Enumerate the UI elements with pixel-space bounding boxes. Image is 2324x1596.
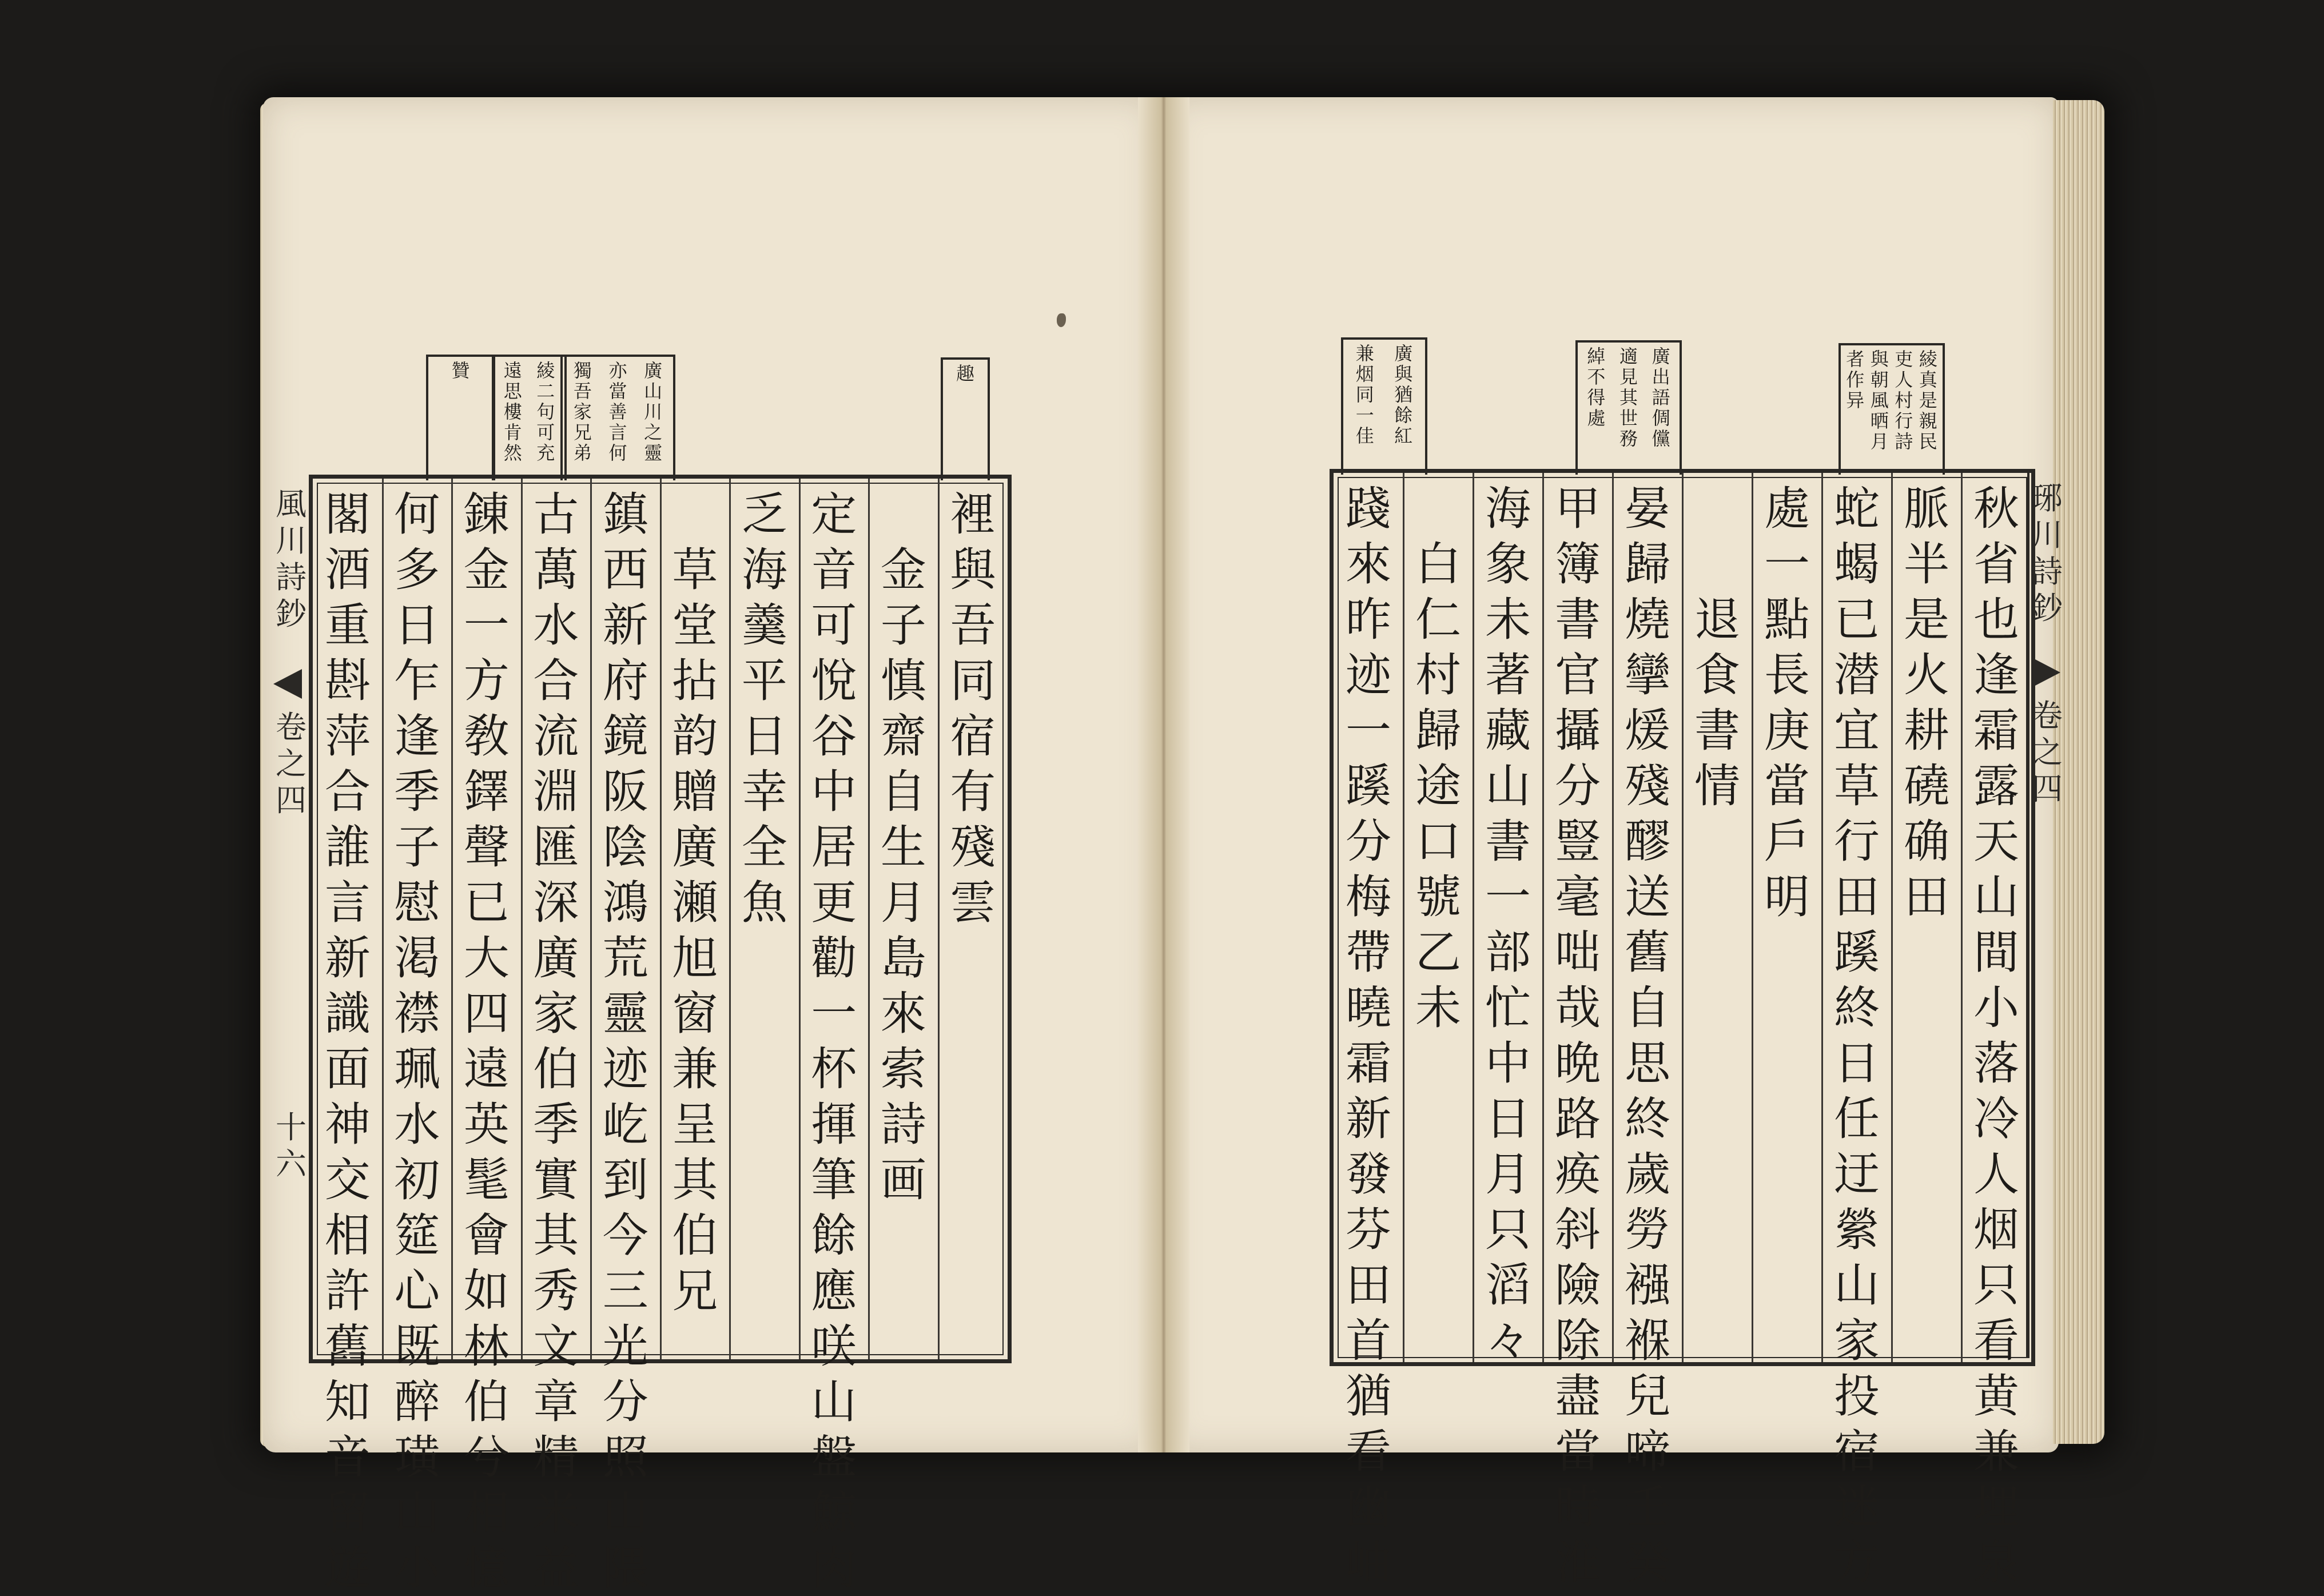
annotation-line: 亦 當 善 言 何 bbox=[608, 360, 627, 464]
text-column: 定 音 可 悅 谷 中 居 更 勸 一 杯 揮 筆 餘 應 咲 山 盤 鯨 肉 bbox=[811, 488, 857, 1595]
column-rule bbox=[590, 479, 592, 1359]
text-column: 蛇 蝎 已 潜 宜 草 行 田 蹊 終 日 任 迂 縈 山 家 投 宿 迷 方 bbox=[1834, 482, 1880, 1589]
text-column: 乏 海 羹 平 日 幸 全 魚 bbox=[741, 488, 787, 929]
annotation-line: 贊 bbox=[451, 360, 470, 381]
column-rule bbox=[1473, 473, 1474, 1362]
annotation-box bbox=[492, 355, 567, 480]
text-column: 甲 簿 書 官 攝 分 豎 毫 咄 哉 晩 路 痪 斜 險 除 盡 當 時 淮 bbox=[1555, 482, 1601, 1589]
column-rule bbox=[799, 479, 801, 1359]
text-column: 海 象 未 著 藏 山 書 一 部 忙 中 日 月 只 滔 々 bbox=[1485, 482, 1531, 1367]
left-text-frame bbox=[309, 475, 1012, 1595]
annotation-line: 者 作 异 bbox=[1846, 348, 1865, 411]
annotation-line: 綽 不 得 處 bbox=[1587, 345, 1606, 429]
annotation-line: 遠 思 樓 肯 然 bbox=[503, 360, 522, 464]
book-gutter bbox=[1138, 97, 1189, 1452]
annotation-line: 適 見 其 世 務 bbox=[1619, 345, 1638, 449]
text-column: 金 子 慎 齋 自 生 月 島 來 索 詩 画 bbox=[880, 543, 926, 1207]
annotation-line: 兼 烟 同 一 佳 bbox=[1355, 343, 1374, 447]
annotation-line: 綾 二 句 可 充 bbox=[536, 360, 555, 464]
column-rule bbox=[1961, 473, 1963, 1362]
column-rule bbox=[1752, 473, 1753, 1362]
annotation-box bbox=[426, 355, 495, 480]
column-rule bbox=[521, 479, 523, 1359]
annotation-line: 廣 與 猶 餘 紅 bbox=[1394, 343, 1413, 447]
folio-volume-left: 卷 之 四 bbox=[276, 709, 307, 818]
column-rule bbox=[1542, 473, 1544, 1362]
annotation-line: 趣 bbox=[956, 363, 974, 384]
text-column: 何 多 日 乍 逢 季 子 慰 渇 襟 珮 水 初 筵 心 既 醉 璜 山 小 bbox=[394, 488, 440, 1595]
column-rule bbox=[660, 479, 662, 1359]
text-column: 古 萬 水 合 流 淵 匯 深 廣 家 伯 季 實 其 秀 文 章 精 米 益 bbox=[533, 488, 579, 1595]
folio-volume-right: 卷 之 四 bbox=[2032, 698, 2063, 807]
annotation-box bbox=[1341, 337, 1427, 475]
left-folio-strip bbox=[273, 475, 311, 1355]
annotation-line: 廣 出 語 倜 儻 bbox=[1652, 345, 1670, 449]
annotation-line: 綾 真 是 親 民 bbox=[1919, 348, 1937, 452]
column-rule bbox=[938, 479, 940, 1359]
column-rule bbox=[382, 479, 384, 1359]
annotation-box bbox=[560, 355, 675, 480]
annotation-box bbox=[941, 357, 990, 480]
column-rule bbox=[451, 479, 453, 1359]
annotation-line: 吏 人 村 行 詩 bbox=[1895, 348, 1913, 452]
text-column: 裡 與 吾 同 宿 有 殘 雲 bbox=[950, 488, 996, 929]
column-rule bbox=[1821, 473, 1823, 1362]
column-rule bbox=[1403, 473, 1404, 1362]
folio-title-right: 琊 川 詩 鈔 bbox=[2032, 480, 2063, 626]
right-text-frame bbox=[1330, 469, 2035, 1589]
annotation-line: 廣 山 川 之 靈 bbox=[644, 360, 663, 464]
annotation-box bbox=[1838, 343, 1945, 475]
folio-title-left: 風 川 詩 鈔 bbox=[276, 486, 307, 632]
annotation-line: 與 朝 風 晒 月 bbox=[1870, 348, 1889, 452]
right-folio-strip bbox=[2027, 469, 2064, 1358]
column-rule bbox=[729, 479, 731, 1359]
text-column: 草 堂 拈 韵 贈 廣 瀬 旭 窗 兼 呈 其 伯 兄 bbox=[672, 543, 718, 1318]
text-column: 退 食 書 情 bbox=[1694, 593, 1740, 813]
text-column: 錬 金 一 方 敎 鐸 聲 已 大 四 遠 英 髦 會 如 林 伯 兮 相 憶 bbox=[463, 488, 510, 1595]
text-column: 鎮 西 新 府 鏡 阪 陰 鴻 荒 靈 迹 屹 到 今 三 光 分 照 山 隈 bbox=[602, 488, 648, 1595]
fish-tail-marker bbox=[2032, 658, 2060, 687]
text-column: 晏 歸 燒 攣 煖 殘 醪 送 舊 自 思 終 歲 勞 襁 褓 兒 啼 壬 癸 bbox=[1625, 482, 1670, 1589]
annotation-box bbox=[1575, 340, 1682, 475]
text-column: 秋 省 也 逢 霜 露 天 山 間 小 落 冷 人 烟 只 看 黄 兼 埋 泉 bbox=[1973, 482, 2019, 1589]
column-rule bbox=[1891, 473, 1893, 1362]
annotation-line: 獨 吾 家 兄 弟 bbox=[573, 360, 592, 464]
folio-number-left: 十 六 bbox=[276, 1109, 307, 1182]
column-rule bbox=[1682, 473, 1684, 1362]
fish-tail-marker bbox=[273, 669, 302, 699]
text-column: 白 仁 村 歸 途 口 號 乙 未 bbox=[1415, 538, 1461, 1034]
column-rule bbox=[1612, 473, 1614, 1362]
text-column: 踐 來 昨 迹 一 蹊 分 梅 帶 曉 霜 新 發 芬 田 首 猶 看 幽 岫 bbox=[1346, 482, 1391, 1589]
text-column: 脈 半 是 火 耕 磽 确 田 bbox=[1904, 482, 1949, 924]
text-column: 處 一 點 長 庚 當 戶 明 bbox=[1764, 482, 1810, 924]
column-rule bbox=[868, 479, 870, 1359]
text-column: 閣 酒 重 斟 萍 合 誰 言 新 識 面 神 交 相 許 舊 知 音 留 遊 bbox=[324, 488, 371, 1595]
